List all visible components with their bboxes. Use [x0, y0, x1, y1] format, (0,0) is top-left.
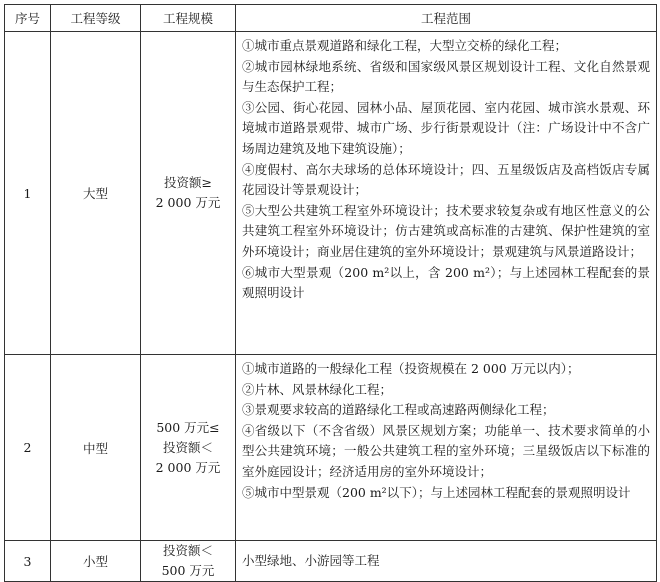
table-row — [5, 541, 657, 582]
scope-item: ④省级以下（不含省级）风景区规划方案；功能单一、技术要求简单的小型公共建筑环境；一般公共建筑工程的室外环境；三星级饭店以下标准的室外庭园设计；经济适用房的室外环境设计； — [242, 422, 650, 479]
header-scope: 工程范围 — [236, 5, 657, 32]
scope-item: ⑥城市大型景观（200 m²以上，含 200 m²）；与上述园林工程配套的景观照明设计 — [242, 264, 650, 301]
scope-item: ①城市道路的一般绿化工程（投资规模在 2 000 万元以内）； — [242, 361, 580, 376]
header-no: 序号 — [5, 5, 51, 32]
row-scale — [141, 541, 236, 582]
engineering-grade-table — [4, 4, 657, 582]
scope-item: ⑤城市中型景观（200 m²以下）；与上述园林工程配套的景观照明设计 — [242, 484, 631, 500]
scale-line: 2 000 万元 — [155, 195, 221, 210]
row-scale — [141, 32, 236, 355]
scope-item: ③公园、街心花园、园林小品、屋顶花园、室内花园、城市滨水景观、环境城市道路景观带、城市广场、步行街景观设计（注：广场设计中不含广场周边建筑及地下建筑设施）； — [242, 99, 650, 156]
row-level: 中型 — [51, 355, 141, 541]
header-scale: 工程规模 — [141, 5, 236, 32]
scope-item: ③景观要求较高的道路绿化工程或高速路两侧绿化工程； — [242, 402, 555, 418]
table-row — [5, 355, 657, 541]
scope-item: ②城市园林绿地系统、省级和国家级风景区规划设计工程、文化自然景观与生态保护工程； — [242, 58, 650, 95]
row-scale — [141, 355, 236, 541]
row-no: 1 — [5, 32, 51, 355]
scope-item: ②片林、风景林绿化工程； — [242, 381, 393, 397]
scope-item: ④度假村、高尔夫球场的总体环境设计；四、五星级饭店及高档饭店专属花园设计等景观设计； — [242, 161, 650, 198]
scale-line: 500 万元≤ — [156, 419, 220, 435]
header-level: 工程等级 — [51, 5, 141, 32]
scale-line: 投资额＜ — [162, 439, 213, 455]
row-no: 3 — [5, 541, 51, 582]
row-no: 2 — [5, 355, 51, 541]
scope-item: 小型绿地、小游园等工程 — [242, 552, 380, 568]
scale-line: 投资额＜ — [162, 543, 213, 558]
row-level: 小型 — [51, 541, 141, 582]
header-row — [5, 5, 657, 32]
scale-line: 500 万元 — [161, 563, 215, 578]
scope-item: ⑤大型公共建筑工程室外环境设计；技术要求较复杂或有地区性意义的公共建筑工程室外环境设计；仿古建筑或高标准的古建筑、保护性建筑的室外环境设计；商业居住建筑的室外环境设计；景观建筑与风景道路设计； — [242, 202, 650, 259]
row-level: 大型 — [51, 32, 141, 355]
scale-line: 2 000 万元 — [155, 459, 221, 475]
scope-item: ①城市重点景观道路和绿化工程，大型立交桥的绿化工程； — [242, 38, 568, 53]
row-scope — [236, 355, 657, 541]
row-scope — [236, 541, 657, 582]
scale-line: 投资额≥ — [164, 175, 212, 190]
row-scope — [236, 32, 657, 355]
table-row — [5, 32, 657, 355]
